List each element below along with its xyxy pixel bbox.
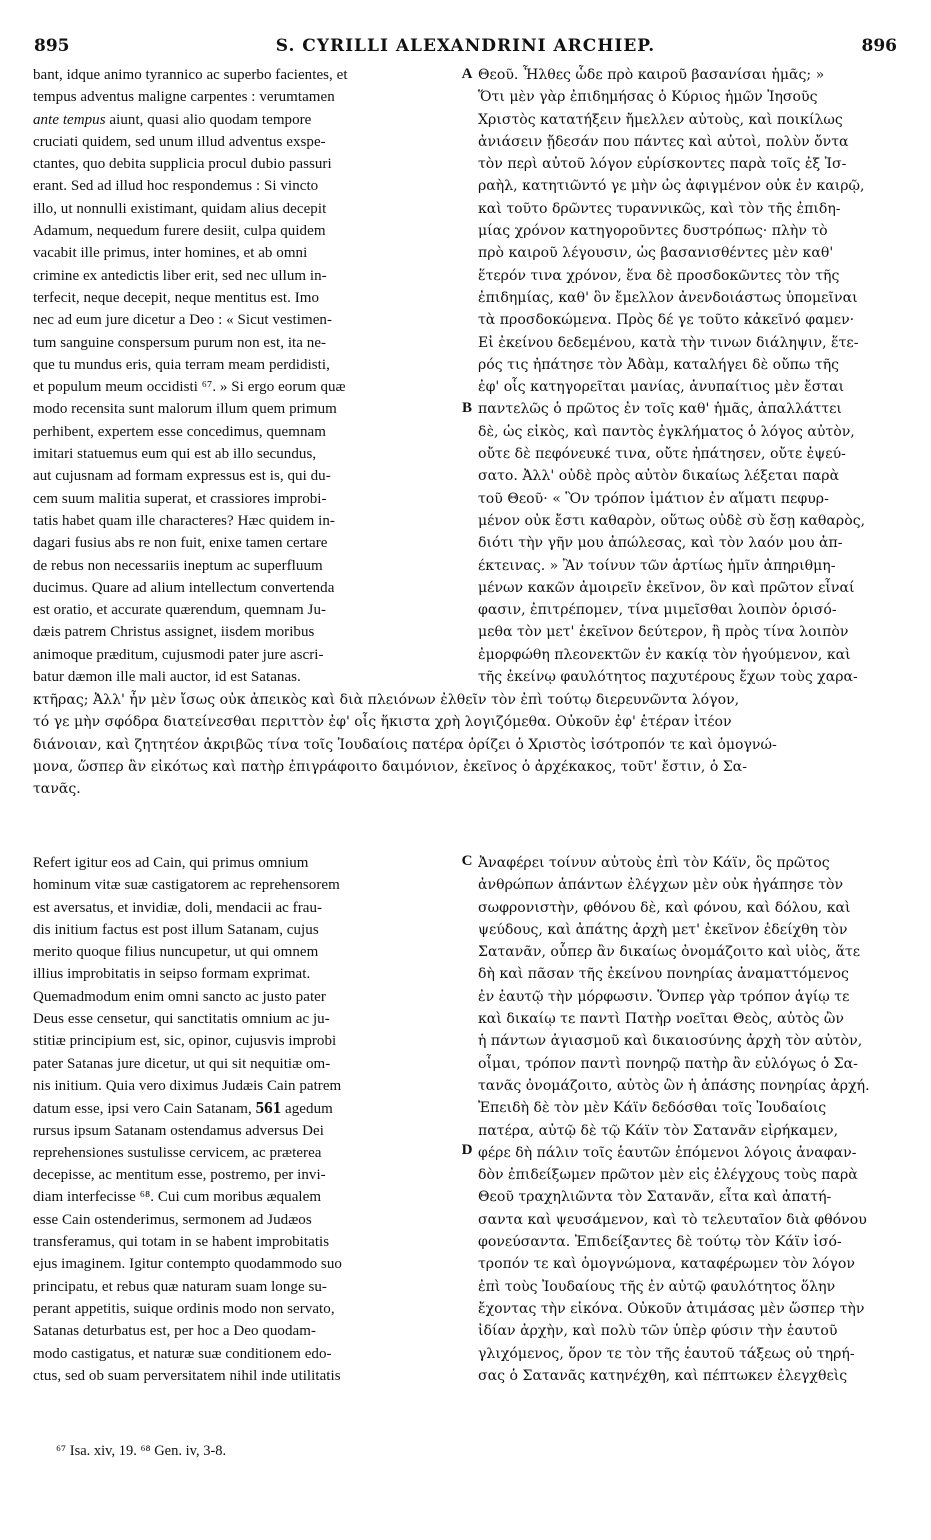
text-line: μίας χρόνον κατηγοροῦντες δυστρόπως· πλὴν τὸ bbox=[478, 223, 828, 240]
text-line: σας ὁ Σατανᾶς κατηνέχθη, καὶ πέπτωκεν ἐλεγχθεὶς bbox=[478, 1367, 848, 1384]
text-line: ἕτερόν τινα χρόνον, ἕνα δὲ προσδοκῶντες τὸν τῆς bbox=[478, 267, 840, 284]
text-line: Σατανᾶν, οὗπερ ἂν δικαίως ὀνομάζοιτο καὶ υἱὸς, ἅτε bbox=[478, 944, 861, 961]
section-marker-c: C bbox=[461, 853, 473, 869]
text-line: ραὴλ, κατητιῶντό γε μὴν ὡς ἀφιγμένον οὐκ ἐν καιρῷ, bbox=[478, 178, 865, 195]
page-number-right: 896 bbox=[861, 36, 897, 56]
text-line: Satanas deturbatus est, per hoc a Deo quodam- bbox=[33, 1323, 316, 1340]
text-line: perhibent, expertem esse concedimus, quemnam bbox=[33, 423, 326, 440]
text-line: illo, ut nonnulli existimant, quidam alius decepit bbox=[33, 200, 327, 217]
text-line: que tu mundus eris, quia terram meam perdidisti, bbox=[33, 356, 330, 373]
text-line: μένων κακῶν ἀμοιρεῖν ἐκεῖνον, ὃν καὶ πρῶτον εἶναί bbox=[478, 579, 855, 596]
text-line: ἀνιάσειν ᾔδεσάν που πάντες καὶ αὐτοὶ, πολὺν ὄντα bbox=[478, 133, 849, 150]
text-line: σαντα καὶ ψευσάμενον, καὶ τὸ τελευταῖον διὰ φθόνου bbox=[478, 1211, 867, 1228]
text-line: esse Cain ostenderimus, sermonem ad Judæos bbox=[33, 1211, 312, 1228]
text-line: bant, idque animo tyrannico ac superbo facientes, et bbox=[33, 67, 348, 83]
text-line: τανᾶς ὀνομάζοιτο, αὐτὸς ὢν ἡ ἁπάσης πονηρίας ἀρχή. bbox=[478, 1077, 870, 1094]
text-line: Refert igitur eos ad Cain, qui primus omnium bbox=[33, 855, 309, 871]
text-line: est aversatus, et invidiæ, doli, mendacii ac frau- bbox=[33, 899, 323, 916]
text-line: ἐπιδημίας, καθ' ὃν ἔμελλον ἀνενδοιάστως ὑπομεῖναι bbox=[478, 289, 858, 306]
text-line: τανᾶς. bbox=[33, 781, 81, 798]
text-line: Adamum, nequedum furere desiit, culpa quidem bbox=[33, 223, 326, 240]
text-line: ρός τις ἠπάτησε τὸν Ἀδὰμ, καταλήγει δὲ οὔπω τῆς bbox=[478, 356, 840, 373]
text-line: γλιχόμενος, ὅρον τε τὸν τῆς ἑαυτοῦ τάξεως οὐ τηρή- bbox=[478, 1345, 855, 1362]
text-line: imitari statuemus eum qui est ab illo secundus, bbox=[33, 446, 317, 463]
text-line: κτῆρας; Ἀλλ' ἦν μὲν ἴσως οὐκ ἀπεικὸς καὶ διὰ πλειόνων ἐλθεῖν τὸν ἐπὶ τούτῳ διερευνῶντα λόγον, bbox=[33, 692, 740, 708]
text-line: et populum meum occidisti ⁶⁷. » Si ergo eorum quæ bbox=[33, 379, 346, 396]
text-line: δὴ καὶ πᾶσαν τῆς ἐκείνου πονηρίας ἀναματτόμενος bbox=[478, 966, 849, 983]
section-marker-b: B bbox=[461, 400, 472, 416]
text-line: τό γε μὴν σφόδρα διατείνεσθαι περιττὸν ἐφ' οἷς ἥκιστα χρὴ λογιζόμεθα. Οὐκοῦν ἐφ' ἑτέραν ἰτέον bbox=[33, 714, 732, 731]
text-line: οὔτε δὲ πεφόνευκέ τινα, οὔτε ἠπάτησεν, οὔτε ἐψεύ- bbox=[478, 446, 846, 463]
text-line: dæis patrem Christus assignet, iisdem moribus bbox=[33, 624, 315, 641]
text-line: Θεοῦ. Ἦλθες ὧδε πρὸ καιροῦ βασανίσαι ἡμᾶς; » bbox=[478, 67, 825, 83]
text-line: τὰ προσδοκώμενα. Πρὸς δέ γε τοῦτο κἀκεῖνό φαμεν· bbox=[478, 312, 855, 329]
text-line: ctantes, quo debita supplicia procul dubio passuri bbox=[33, 156, 332, 173]
text-line: nec ad eum jure dicetur a Deo : « Sicut vestimen- bbox=[33, 312, 333, 329]
text-line: ἐπὶ τοὺς Ἰουδαίους τῆς ἐν αὐτῷ φαυλότητος ὅλην bbox=[478, 1278, 836, 1295]
text-line: παντελῶς ὁ πρῶτος ἐν τοῖς καθ' ἡμᾶς, ἀπαλλάττει bbox=[478, 401, 842, 418]
text-line: φασιν, ἐπιτρέπομεν, τίνα μιμεῖσθαι λοιπὸν ὁρισό- bbox=[478, 602, 837, 619]
text-line: οἶμαι, τρόπον παντὶ πονηρῷ πατὴρ ἂν εὐλόγως ὁ Σα- bbox=[478, 1055, 858, 1072]
text-line: rursus ipsum Satanam ostendamus adversus Dei bbox=[33, 1122, 324, 1139]
text-line: πατέρα, αὐτῷ δὲ τῷ Κάϊν τὸν Σατανᾶν εἰρήκαμεν, bbox=[478, 1122, 839, 1139]
text-line: modo recensita sunt malorum illum quem primum bbox=[33, 401, 337, 418]
text-line: dis initium factus est post illum Satanam, cujus bbox=[33, 921, 319, 938]
text-line: illius improbitatis in seipso formam exprimat. bbox=[33, 966, 311, 983]
text-line: ἔχοντας τὴν εἰκόνα. Οὐκοῦν ἀτιμάσας μὲν ὥσπερ τὴν bbox=[478, 1300, 865, 1317]
text-line: terfecit, neque decepit, neque mentitus est. Imo bbox=[33, 289, 320, 306]
latin-column-upper bbox=[33, 64, 458, 688]
text-line: diam interfecisse ⁶⁸. Cui cum moribus æqualem bbox=[33, 1189, 322, 1206]
text-line: principatu, et rebus quæ naturam suam longe su- bbox=[33, 1278, 327, 1295]
text-line: aut cujusnam ad formam expressus est is, qui du- bbox=[33, 468, 331, 485]
text-line: ψεύδους, καὶ ἀπάτης ἀρχὴ μετ' ἐκεῖνον ἐδείχθη τὸν bbox=[478, 921, 848, 938]
text-line: datum esse, ipsi vero Cain Satanam, 561 agedum bbox=[33, 1098, 333, 1118]
line-tail: agedum bbox=[281, 1101, 333, 1118]
text-line: tempus adventus maligne carpentes : verumtamen bbox=[33, 89, 335, 106]
text-line: ἀνθρώπων ἁπάντων ἐλέγχων μὲν οὐκ ἠγάπησε τὸν bbox=[478, 877, 844, 894]
running-title: S. CYRILLI ALEXANDRINI ARCHIEP. bbox=[275, 36, 656, 56]
text-line: dagari fusius abs re non fuit, enixe tamen certare bbox=[33, 535, 328, 552]
text-line: ἐμορφώθη πλεονεκτῶν ἐν κακίᾳ τὸν ἡγούμενον, καὶ bbox=[478, 646, 851, 663]
text-line: Ἐπειδὴ δὲ τὸν μὲν Κάϊν δεδόσθαι τοῖς Ἰουδαίοις bbox=[478, 1100, 827, 1117]
text-line: transferamus, qui totam in se habent improbitatis bbox=[33, 1234, 330, 1251]
text-line: ejus imaginem. Igitur contempto quodammodo suo bbox=[33, 1256, 342, 1273]
text-line: animoque præditum, cujusmodi pater jure ascri- bbox=[33, 646, 324, 663]
page-number-left: 895 bbox=[34, 36, 70, 56]
text-line: tatis habet quam ille characteres? Hæc quidem in- bbox=[33, 512, 335, 529]
greek-column-lower bbox=[478, 852, 898, 1387]
text-line: φονεύσαντα. Ἐπιδείξαντες δὲ τούτῳ τὸν Κάϊν ἰσό- bbox=[478, 1234, 842, 1251]
column-page-number: 561 bbox=[255, 1098, 282, 1118]
text-line: ante tempus aiunt, quasi alio quodam tempore bbox=[33, 111, 312, 128]
text-line: ἰδίαν ἀρχὴν, καὶ πολὺ τῶν ὑπὲρ φύσιν τὴν ἑαυτοῦ bbox=[478, 1323, 838, 1340]
greek-column-upper bbox=[478, 64, 898, 688]
text-line: μεθα τὸν μετ' ἐκεῖνον δεύτερον, ἢ πρὸς τίνα λοιπὸν bbox=[478, 624, 849, 641]
text-line: ἐν ἑαυτῷ τὴν μόρφωσιν. Ὅνπερ γὰρ τρόπον ἁγίῳ τε bbox=[478, 988, 850, 1005]
text-line: stitiæ principium est, sic, opinor, cujusvis improbi bbox=[33, 1033, 337, 1050]
text-line: modo castigatus, et naturæ suæ conditionem edo- bbox=[33, 1345, 332, 1362]
text-line: Quemadmodum enim omni sancto ac justo pater bbox=[33, 988, 326, 1005]
text-line: ἡ πάντων ἁγιασμοῦ καὶ δικαιοσύνης ἀρχὴ τὸν αὐτὸν, bbox=[478, 1033, 863, 1050]
text-line: Χριστὸς κατατήξειν ἤμελλεν αὐτοὺς, καὶ ποικίλως bbox=[478, 111, 843, 128]
section-marker-d: D bbox=[461, 1142, 473, 1158]
text-line: έκτεινας. » Ἂν τοίνυν τῶν ἀρτίως ἡμῖν ἀπηριθμη- bbox=[478, 557, 836, 574]
text-line: καὶ δικαίῳ τε παντὶ Πατὴρ νοεῖται Θεὸς, αὐτὸς ὢν bbox=[478, 1011, 844, 1028]
text-line: τὸν περὶ αὐτοῦ λόγον εὑρίσκοντες παρὰ τοῖς ἐξ Ἰσ- bbox=[478, 156, 847, 173]
text-line: hominum vitæ suæ castigatorem ac reprehensorem bbox=[33, 877, 340, 894]
text-line: tum sanguine conspersum purum non est, ita ne- bbox=[33, 334, 327, 351]
text-line: τοῦ Θεοῦ· « Ὃν τρόπον ἱμάτιον ἐν αἵματι πεφυρ- bbox=[478, 490, 829, 507]
greek-full-width-passage bbox=[33, 689, 898, 800]
text-line: nis initium. Quia vero diximus Judæis Cain patrem bbox=[33, 1077, 342, 1094]
text-line: ἐφ' οἷς κατηγορεῖται μανίας, ἀνυπαίτιος μὲν ἔσται bbox=[478, 379, 845, 396]
text-line: τροπόν τε καὶ ὁμογνώμονα, καταφέρωμεν τὸν λόγον bbox=[478, 1256, 855, 1273]
latin-column-lower bbox=[33, 852, 458, 1387]
text-line: διότι τὴν γῆν μου ἀπώλεσας, καὶ τὸν λαόν μου ἀπ- bbox=[478, 535, 843, 552]
text-line: σωφρονιστὴν, φθόνου δὲ, καὶ φόνου, καὶ δόλου, καὶ bbox=[478, 899, 851, 916]
text-line: erant. Sed ad illud hoc respondemus : Si vincto bbox=[33, 178, 319, 195]
text-line: cruciati quidem, sed unum illud adventus exspe- bbox=[33, 133, 326, 150]
text-line: ctus, sed ob suam perversitatem nihil inde utilitatis bbox=[33, 1367, 341, 1384]
text-line: μονα, ὥσπερ ἂν εἰκότως καὶ πατὴρ ἐπιγράφοιτο δαιμόνιον, ἐκεῖνος ὁ ἀρχέκακος, τοῦτ' ἔστιν, ὁ Σα- bbox=[33, 758, 748, 775]
text-line: perant appetitis, suique ordinis modo non servato, bbox=[33, 1300, 335, 1317]
text-line: Ἀναφέρει τοίνυν αὐτοὺς ἐπὶ τὸν Κάϊν, ὃς πρῶτος bbox=[478, 855, 830, 871]
text-line: vacabit ille primus, inter homines, et ab omni bbox=[33, 245, 308, 262]
footnote: ⁶⁷ Isa. xiv, 19. ⁶⁸ Gen. iv, 3-8. bbox=[56, 1443, 227, 1459]
text-line: de rebus non necessariis ineptum ac superfluum bbox=[33, 557, 323, 574]
text-line: καὶ τοῦτο δρῶντες τυραννικῶς, καὶ τὸν τῆς ἐπιδη- bbox=[478, 200, 841, 217]
text-line: σατο. Ἀλλ' οὐδὲ πρὸς αὐτὸν δικαίως λέξεται παρὰ bbox=[478, 468, 840, 485]
section-marker-a: A bbox=[461, 66, 473, 82]
text-line: pater Satanas jure dicetur, ut qui sit nequitiæ om- bbox=[33, 1055, 331, 1072]
text-line: μένον οὐκ ἔστι καθαρὸν, οὕτως οὐδὲ σὺ ἔσῃ καθαρὸς, bbox=[478, 512, 866, 529]
text-line: πρὸ καιροῦ λέγουσιν, ὡς βασανισθέντες μὲν καθ' bbox=[478, 245, 834, 262]
text-line: Ὅτι μὲν γὰρ ἐπιδημήσας ὁ Κύριος ἡμῶν Ἰησοῦς bbox=[478, 89, 818, 106]
text-line: decepisse, ac mentitum esse, postremo, per invi- bbox=[33, 1167, 326, 1184]
text-line: cem suum malitia superat, et crassiores improbi- bbox=[33, 490, 327, 507]
page-header bbox=[0, 36, 931, 58]
text-line: batur dæmon ille mali auctor, id est Satanas. bbox=[33, 669, 301, 686]
text-line: crimine ex antedictis liber erit, sed nec ullum in- bbox=[33, 267, 327, 284]
text-line: ducimus. Quare ad alium intellectum convertenda bbox=[33, 579, 335, 596]
text-line: Εἰ ἐκείνου δεδεμένου, κατὰ τὴν τινων διάληψιν, ἕτε- bbox=[478, 334, 859, 351]
text-line: τῆς ἐκείνῳ φαυλότητος παχυτέρους ἔχων τοὺς χαρα- bbox=[478, 669, 858, 686]
text-line: Θεοῦ τραχηλιῶντα τὸν Σατανᾶν, εἶτα καὶ ἀπατή- bbox=[478, 1189, 832, 1206]
text-line: merito quoque filius nuncupetur, ut qui omnem bbox=[33, 944, 319, 961]
text-line: Deus esse censetur, qui sanctitatis omnium ac ju- bbox=[33, 1011, 330, 1028]
text-line: est oratio, et accurate quærendum, quemnam Ju- bbox=[33, 602, 327, 619]
text-line: δὲ, ὡς εἰκὸς, καὶ παντὸς ἐγκλήματος ὁ λόγος αὐτὸν, bbox=[478, 423, 855, 440]
text-line: reprehensiones sustulisse cervicem, ac præterea bbox=[33, 1144, 322, 1161]
text-line: δὸν ἐπιδείξωμεν πρῶτον μὲν εἰς ἐλέγχους τοὺς παρὰ bbox=[478, 1167, 858, 1184]
text-line: διάνοιαν, καὶ ζητητέον ἀκριβῶς τίνα τοῖς Ἰουδαίοις πατέρα ὁρίζει ὁ Χριστὸς ἰσότροπόν τε καὶ ὁμογνώ- bbox=[33, 736, 777, 753]
text-line: φέρε δὴ πάλιν τοῖς ἑαυτῶν ἑπόμενοι λόγοις ἀναφαν- bbox=[478, 1144, 857, 1161]
